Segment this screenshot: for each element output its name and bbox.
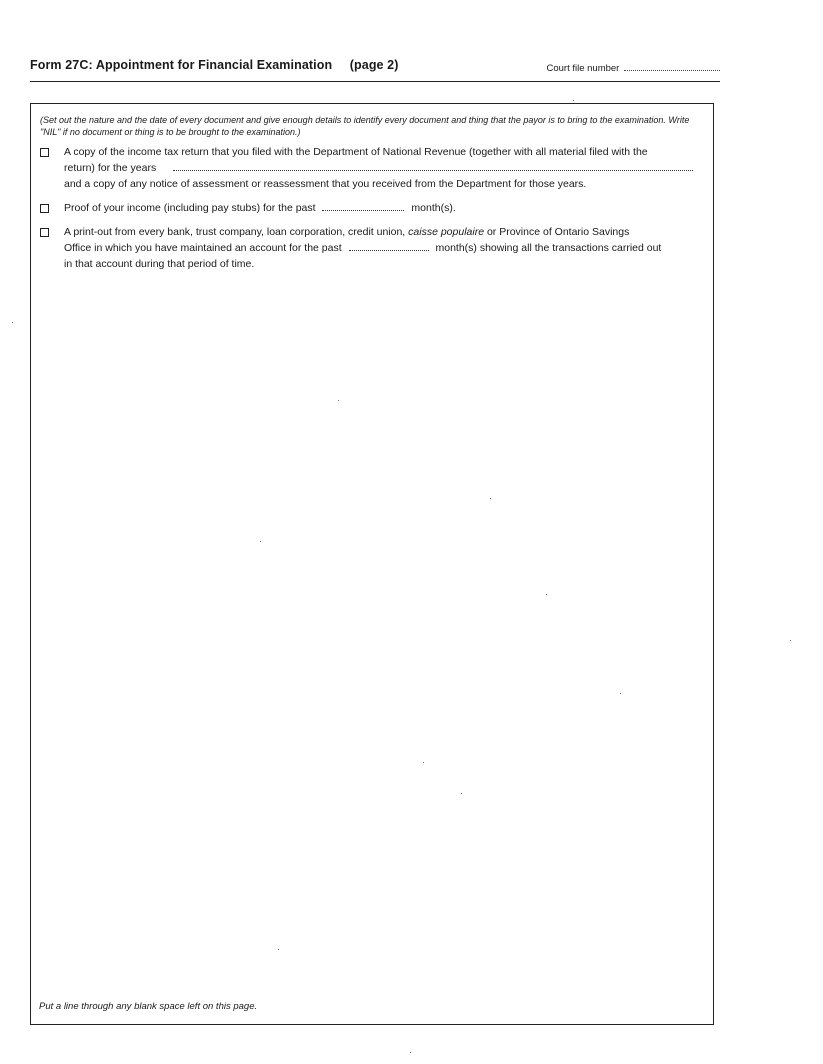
caisse-populaire-text: caisse populaire (408, 226, 485, 238)
header-divider (30, 81, 720, 82)
tax-return-line1: A copy of the income tax return that you filed with the Department of National Revenue (together with all material filed with the (64, 146, 648, 158)
tax-return-line3: and a copy of any notice of assessment or reassessment that you received from the Department for those years. (64, 178, 587, 190)
scan-speck (546, 594, 547, 595)
checkbox-bank-printout[interactable] (40, 228, 49, 237)
scan-speck (12, 322, 13, 323)
scan-speck (260, 541, 261, 542)
income-months-field[interactable] (322, 200, 404, 211)
tax-years-field[interactable] (173, 160, 693, 171)
list-item-proof-of-income (40, 200, 710, 218)
proof-of-income-months-label: month(s). (411, 202, 456, 214)
bank-printout-text (64, 224, 710, 272)
form-title (30, 58, 399, 72)
instruction-text: (Set out the nature and the date of every document and give enough details to identify every document and thing that the payor is to bring to the examination. Write "NIL" if no document or thing is to be brought to the examination.) (40, 115, 690, 137)
checkbox-proof-of-income[interactable] (40, 204, 49, 213)
checkbox-tax-return[interactable] (40, 148, 49, 157)
scan-speck (790, 640, 791, 641)
form-header (30, 56, 720, 78)
footer-note: Put a line through any blank space left on this page. (39, 1001, 258, 1012)
court-file-number-label: Court file number (546, 63, 620, 74)
bank-printout-line1-start: A print-out from every bank, trust company, loan corporation, credit union, (64, 226, 409, 238)
bank-printout-line2-start: Office in which you have maintained an account for the past (64, 242, 342, 254)
court-file-number-field[interactable] (624, 61, 720, 71)
page-number-label: (page 2) (349, 58, 399, 72)
scan-speck (423, 762, 424, 763)
document-list-box (30, 103, 714, 1025)
scan-speck (278, 949, 279, 950)
tax-return-text (64, 144, 710, 192)
scan-speck (573, 100, 574, 101)
bank-printout-line2-end: month(s) showing all the transactions carried out (435, 242, 662, 254)
scan-speck (461, 793, 462, 794)
proof-of-income-text (64, 200, 710, 216)
bank-printout-line1 (64, 224, 710, 240)
scan-speck (490, 498, 491, 499)
list-item-bank-printout (40, 224, 710, 274)
scan-speck (620, 693, 621, 694)
bank-printout-line1-end: or Province of Ontario Savings (484, 226, 630, 238)
list-item-tax-return (40, 144, 710, 194)
proof-of-income-label: Proof of your income (including pay stubs) for the past (64, 202, 316, 214)
tax-return-line2 (64, 160, 710, 176)
bank-months-field[interactable] (349, 240, 429, 251)
scan-speck (410, 1052, 411, 1053)
tax-return-years-label: return) for the years (64, 162, 157, 174)
bank-printout-line2 (64, 240, 710, 256)
form-title-text: Form 27C: Appointment for Financial Examination (30, 58, 333, 72)
scan-speck (338, 400, 339, 401)
bank-printout-line3: in that account during that period of time. (64, 258, 255, 270)
court-file-number (546, 61, 720, 74)
